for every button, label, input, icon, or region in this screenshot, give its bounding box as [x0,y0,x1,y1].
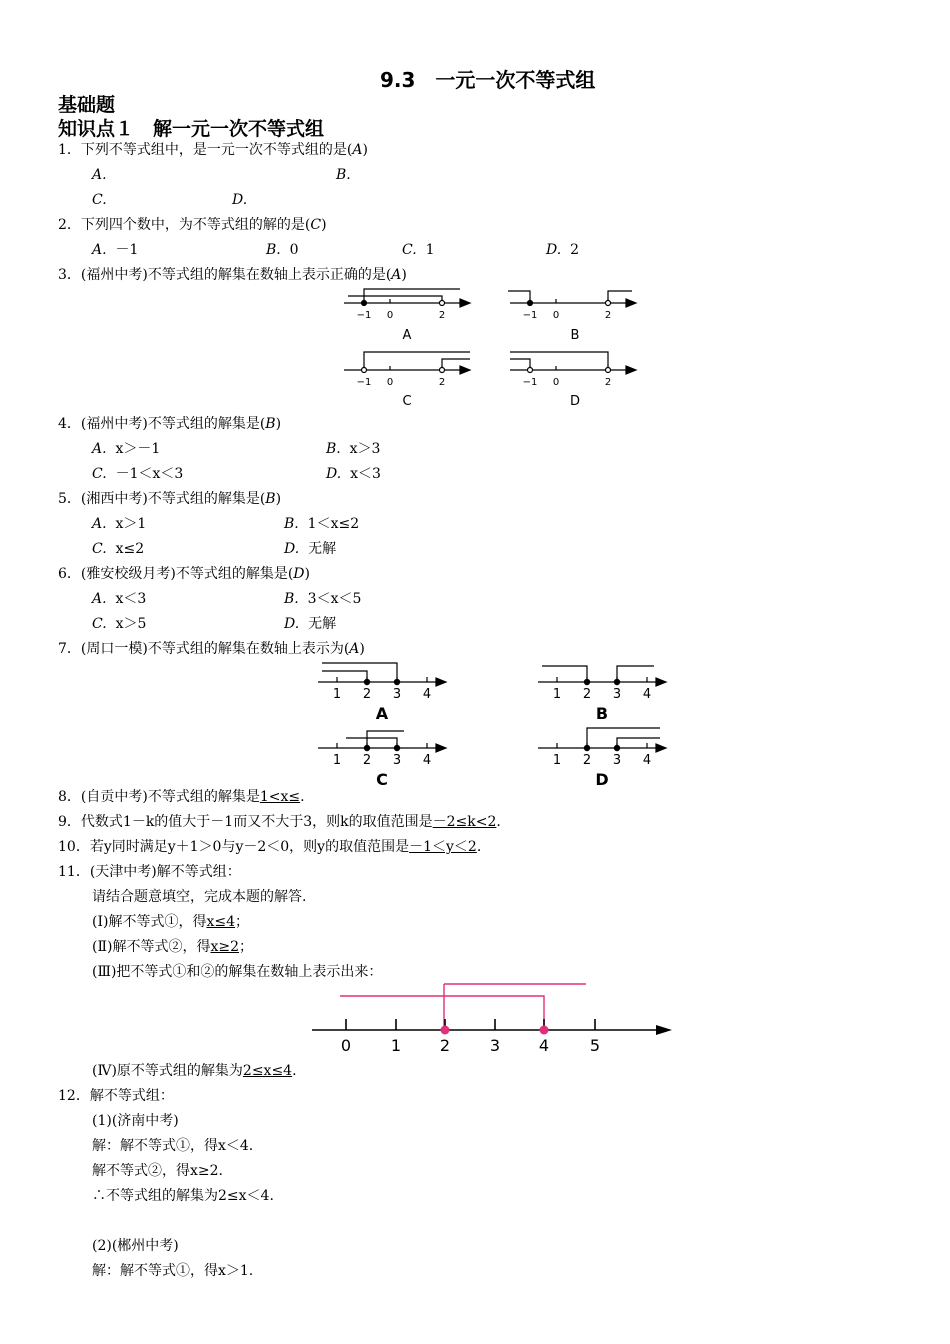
q7-fig-c-tick-label: 1 [332,753,342,768]
q3-fig-d-tick-label: −1 [522,377,538,388]
q7-fig-b-point-3 [614,679,619,684]
q3-fig-label-c: C [402,394,412,409]
q10-stem: 10．若y同时满足y＋1＞0与y－2＜0，则y的取值范围是－1＜y＜2. [58,839,482,855]
q12-stem: 12．解不等式组： [58,1088,174,1104]
q3-fig-label-a: A [402,328,412,343]
q12-part-1-line-2: 解不等式②，得x≥2. [92,1163,223,1179]
q3-fig-b-closed-point [528,301,533,306]
q4-option-a: A. x＞－1 [92,441,161,457]
q5-stem: 5．(湘西中考)不等式组的解集是(B) [58,491,282,507]
q3-fig-d-open-point-1 [528,368,533,373]
q3-fig-a-open-point [440,301,445,306]
q3-fig-b-open-point [606,301,611,306]
q10-answer: －1＜y＜2 [409,839,477,855]
q3-fig-label-d: D [569,394,581,409]
q2-option-c: C. 1 [402,242,435,258]
q7-fig-c-tick-label: 2 [362,753,372,768]
q3-fig-label-b: B [570,328,580,343]
q7-fig-a-tick-label: 2 [362,687,372,702]
q7-fig-b-tick-label: 3 [612,687,622,702]
q7-fig-label-c: C [376,770,388,788]
q7-fig-b-point-2 [584,679,589,684]
q11-step-1: (Ⅰ)解不等式①，得x≤4； [92,914,250,930]
q3-fig-a-tick-label: −1 [356,310,372,321]
q7-fig-a-tick-label: 3 [392,687,402,702]
q3-fig-d-tick-label: 2 [604,377,612,388]
q11-number-line-figure [306,975,678,1060]
q3-fig-b-tick-label: 0 [552,310,560,321]
q11-tick-label: 0 [340,1036,352,1055]
q7-fig-label-b: B [595,704,609,723]
q5-option-d: D. 无解 [284,541,337,557]
q11-tick-label: 3 [489,1036,501,1055]
q11-tick-label: 2 [439,1036,451,1055]
q7-fig-d-axis [538,728,666,752]
q7-fig-c-axis [318,731,446,752]
q7-fig-a-point-2 [364,679,369,684]
q7-stem: 7．(周口一模)不等式组的解集在数轴上表示为(A) [58,641,365,657]
q6-option-c: C. x＞5 [92,616,147,632]
q11-tick-label: 1 [390,1036,402,1055]
q4-option-d: D. x＜3 [326,466,381,482]
q7-fig-b-axis [538,666,666,686]
q3-fig-d-open-point-2 [606,368,611,373]
q2-option-d: D. 2 [546,242,580,258]
q7-fig-a-point-3 [394,679,399,684]
q3-number-line-figure [340,284,640,412]
q6-stem: 6．(雅安校级月考)不等式组的解集是(D) [58,566,310,582]
q7-fig-a-axis [318,663,446,686]
q3-fig-b-axis [508,291,636,307]
q2-option-b: B. 0 [266,242,299,258]
q2-stem: 2．下列四个数中，为不等式组的解的是(C) [58,217,327,233]
q11-tick-label: 5 [589,1036,601,1055]
q4-option-c: C. －1＜x＜3 [92,466,184,482]
q1-option-b: B. [336,167,351,183]
q11-closed-point-2 [441,1026,450,1035]
q5-option-b: B. 1＜x≤2 [284,516,360,532]
q11-step-2-answer: x≥2 [210,939,239,955]
q11-step-4-answer: 2≤x≤4 [242,1063,293,1079]
q12-part-1-line-3: ∴不等式组的解集为2≤x＜4. [92,1188,274,1204]
section-heading: 基础题 [58,94,116,116]
q7-fig-c-tick-label: 3 [392,753,402,768]
q5-answer: B [265,491,276,507]
q5-option-a: A. x＞1 [92,516,147,532]
q7-fig-label-a: A [375,704,389,723]
q3-fig-a-closed-point [362,301,367,306]
q5-option-c: C. x≤2 [92,541,145,557]
q6-option-b: B. 3＜x＜5 [284,591,362,607]
q7-fig-c-point-3 [394,745,399,750]
q3-stem: 3．(福州中考)不等式组的解集在数轴上表示正确的是(A) [58,267,407,283]
q7-fig-d-tick-label: 3 [612,753,622,768]
q7-number-line-figure [312,658,672,788]
q7-fig-a-tick-label: 1 [332,687,342,702]
q6-answer: D [293,566,305,582]
q11-step-4: (Ⅳ)原不等式组的解集为2≤x≤4. [92,1063,297,1079]
q9-stem: 9．代数式1－k的值大于－1而又不大于3，则k的取值范围是－2≤k<2. [58,814,501,830]
q12-part-2-title: (2)(郴州中考) [92,1238,179,1254]
q3-fig-c-tick-label: 2 [438,377,446,388]
q11-tick-label: 4 [538,1036,550,1055]
q3-fig-c-open-point-2 [440,368,445,373]
q2-answer: C [310,217,322,233]
q12-part-2-line-1: 解：解不等式①，得x＞1. [92,1263,254,1279]
q11-closed-point-4 [540,1026,549,1035]
q4-answer: B [265,416,276,432]
q11-solution-brackets [340,984,586,1030]
q7-fig-d-point-2 [584,745,589,750]
q11-step-1-answer: x≤4 [206,914,236,930]
q1-option-c: C. [92,192,107,208]
q11-step-2: (Ⅱ)解不等式②，得x≥2； [92,939,253,955]
q11-instruction: 请结合题意填空，完成本题的解答. [92,889,307,905]
q7-fig-c-tick-label: 4 [422,753,432,768]
q7-fig-label-d: D [595,770,609,788]
q7-fig-b-tick-label: 2 [582,687,592,702]
q11-step-3: (Ⅲ)把不等式①和②的解集在数轴上表示出来： [92,964,383,980]
q7-fig-c-point-2 [364,745,369,750]
page-title: 9.3 一元一次不等式组 [380,68,596,92]
q7-fig-d-tick-label: 1 [552,753,562,768]
q3-fig-b-tick-label: −1 [522,310,538,321]
q12-part-1-title: (1)(济南中考) [92,1113,179,1129]
q7-fig-b-tick-label: 4 [642,687,652,702]
q8-answer: 1<x≤ [259,789,301,805]
q7-fig-a-tick-label: 4 [422,687,432,702]
q7-fig-b-tick-label: 1 [552,687,562,702]
q1-option-d: D. [232,192,248,208]
q4-stem: 4．(福州中考)不等式组的解集是(B) [58,416,282,432]
q11-stem: 11．(天津中考)解不等式组： [58,864,241,880]
q3-answer: A [391,267,402,283]
q1-option-a: A. [92,167,107,183]
q7-fig-d-tick-label: 4 [642,753,652,768]
q1-answer: A [352,142,363,158]
q11-axis [312,1019,660,1030]
q11-axis-arrow [656,1025,672,1035]
q3-fig-a-tick-label: 0 [386,310,394,321]
q1-stem: 1．下列不等式组中，是一元一次不等式组的是(A) [58,142,368,158]
q12-part-1-line-1: 解：解不等式①，得x＜4. [92,1138,254,1154]
q7-answer: A [349,641,360,657]
q3-fig-c-open-point-1 [362,368,367,373]
q3-fig-d-tick-label: 0 [552,377,560,388]
q9-answer: －2≤k<2 [432,814,497,830]
q3-fig-a-tick-label: 2 [438,310,446,321]
q3-fig-b-tick-label: 2 [604,310,612,321]
q3-fig-c-tick-label: 0 [386,377,394,388]
q3-fig-c-tick-label: −1 [356,377,372,388]
q6-option-a: A. x＜3 [92,591,147,607]
q4-option-b: B. x＞3 [326,441,381,457]
q8-stem: 8．(自贡中考)不等式组的解集是1<x≤. [58,789,305,805]
q2-option-a: A. －1 [92,242,139,258]
q6-option-d: D. 无解 [284,616,337,632]
topic-heading: 知识点１ 解一元一次不等式组 [58,118,325,140]
q7-fig-d-tick-label: 2 [582,753,592,768]
q7-fig-d-point-3 [614,745,619,750]
